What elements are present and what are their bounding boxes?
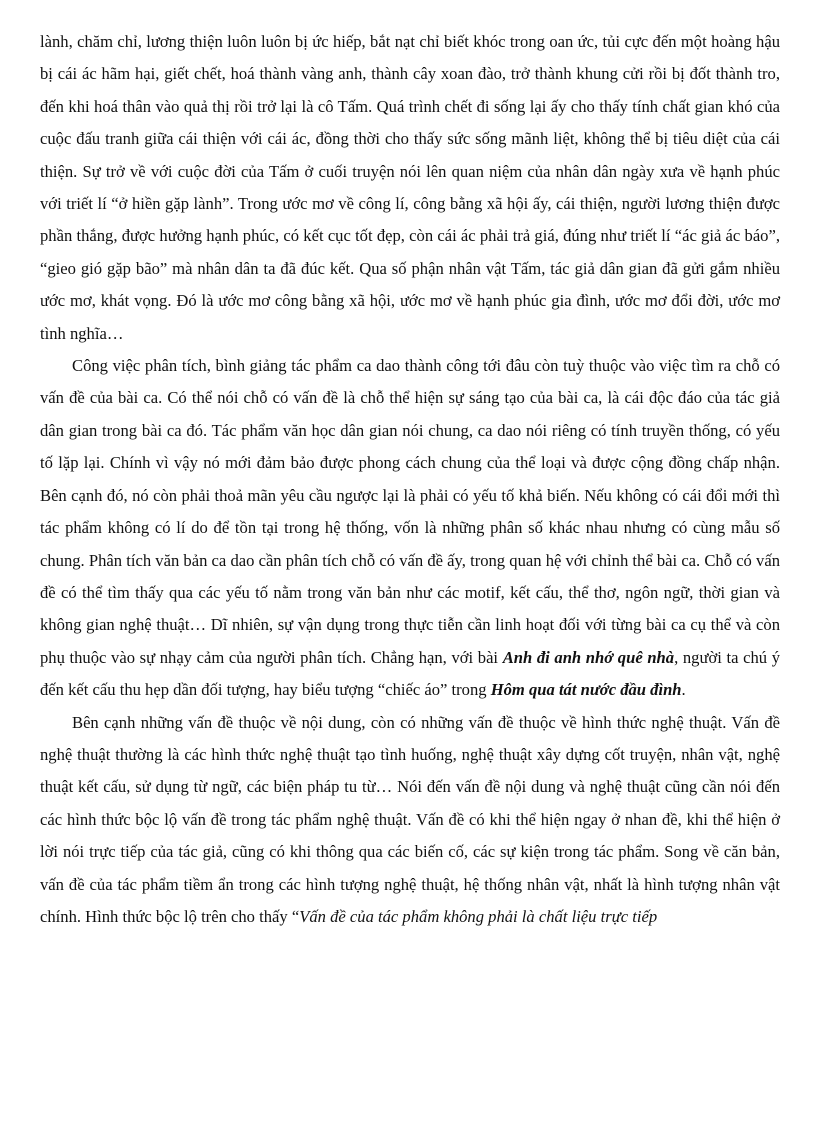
poem-title-anh-di-anh-nho-que-nha: Anh đi anh nhớ quê nhà — [502, 647, 675, 667]
paragraph-2-text: Công việc phân tích, bình giảng tác phẩm ca dao thành công tới đâu còn tuỳ thuộc vào việc tìm ra chỗ có vấn đề của bài ca. Có thể nói chỗ có vấn đề là chỗ thể hiện sự sáng tạo của bài ca, là cái độc đáo của tác giả dân gian trong bài ca đó. Tác phẩm văn học dân gian nói chung, ca dao nói riêng có tính truyền thống, có yếu tố lặp lại. Chính vì vậy nó mới đảm bảo được phong cách chung của thể loại và được cộng đồng chấp nhận. Bên cạnh đó, nó còn phải thoả mãn yêu cầu ngược lại là phải có yếu tố khả biến. Nếu không có cái đổi mới thì tác phẩm không có lí do để tồn tại trong hệ thống, vốn là những phân số khác nhau nhưng có cùng mẫu số chung. Phân tích văn bản ca dao cần phân tích chỗ có vấn đề ấy, trong quan hệ với chỉnh thể bài ca. Chỗ có vấn đề có thể tìm thấy qua các yếu tố nằm trong văn bản như các motif, kết cấu, thể thơ, ngôn ngữ, thời gian và không gian nghệ thuật… Dĩ nhiên, sự vận dụng trong thực tiễn cần linh hoạt đối với từng bài ca cụ thể và còn phụ thuộc vào sự nhạy cảm của người phân tích. Chẳng hạn, với bài — [40, 356, 780, 667]
poem-title-hom-qua-tat-nuoc-dau-dinh: Hôm qua tát nước đầu đình — [490, 680, 682, 700]
paragraph-2 — [40, 350, 780, 706]
paragraph-1: lành, chăm chỉ, lương thiện luôn luôn bị ức hiếp, bắt nạt chỉ biết khóc trong oan ức, tủi cực đến một hoàng hậu bị cái ác hãm hại, giết chết, hoá thành vàng anh, thành cây xoan đào, trở thành khung cửi rồi bị đốt thành tro, đến khi hoá thân vào quả thị rồi trở lại là cô Tấm. Quá trình chết đi sống lại ấy cho thấy tính chất gian khó của cuộc đấu tranh giữa cái thiện với cái ác, đồng thời cho thấy sức sống mãnh liệt, không thể bị tiêu diệt của cái thiện. Sự trở về với cuộc đời của Tấm ở cuối truyện nói lên quan niệm của nhân dân ngày xưa về hạnh phúc với triết lí “ở hiền gặp lành”. Trong ước mơ về công lí, công bằng xã hội ấy, cái thiện, người lương thiện được phần thắng, được hưởng hạnh phúc, có kết cục tốt đẹp, còn cái ác phải trả giá, đúng như triết lí “ác giả ác báo”, “gieo gió gặp bão” mà nhân dân ta đã đúc kết. Qua số phận nhân vật Tấm, tác giả dân gian đã gửi gắm nhiều ước mơ, khát vọng. Đó là ước mơ công bằng xã hội, ước mơ về hạnh phúc gia đình, ước mơ đổi đời, ước mơ tình nghĩa… — [40, 32, 780, 343]
paragraph-3-quote: Vấn đề của tác phẩm không phải là chất liệu trực tiếp — [299, 906, 658, 926]
document-page — [40, 26, 780, 933]
paragraph-2-middle: , người ta chú ý đến kết cấu thu hẹp dần đối tượng, hay biểu tượng “chiếc áo” trong — [40, 647, 781, 700]
paragraph-2-end: . — [681, 680, 686, 700]
paragraph-3 — [40, 707, 780, 934]
paragraph-3-text: Bên cạnh những vấn đề thuộc về nội dung, còn có những vấn đề thuộc về hình thức nghệ thuật. Vấn đề nghệ thuật thường là các hình thức nghệ thuật tạo tình huống, nghệ thuật xây dựng cốt truyện, nhân vật, nghệ thuật kết cấu, sử dụng từ ngữ, các biện pháp tu từ… Nói đến vấn đề nội dung và nghệ thuật cũng cần nói đến các hình thức bộc lộ vấn đề trong tác phẩm nghệ thuật. Vấn đề có khi thể hiện ngay ở nhan đề, khi thể hiện ở lời nói trực tiếp của tác giả, cũng có khi thông qua các biến cố, các sự kiện trong tác phẩm. Song về căn bản, vấn đề của tác phẩm tiềm ẩn trong các hình tượng nghệ thuật, hệ thống nhân vật, nhất là hình tượng nhân vật chính. Hình thức bộc lộ trên cho thấy “ — [40, 712, 780, 926]
